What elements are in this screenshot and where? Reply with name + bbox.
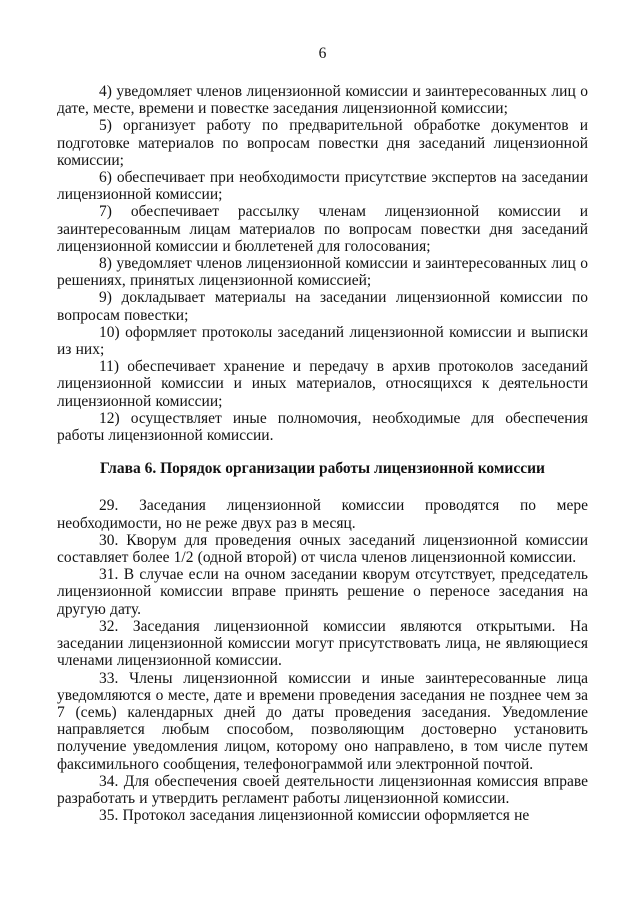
order-paragraph: 33. Члены лицензионной комиссии и иные заинтересованные лица уведомляются о месте, дате и времени проведения заседания не позднее чем за 7 (семь) календарных дней до даты проведения заседания. Уведомление направляется любым способом, позволяющим достоверно установить получение уведомления лицом, которому оно направлено, в том числе путем факсимильного сообщения, телефонограммой или электронной почтой. <box>57 669 588 773</box>
duty-paragraph: 9) докладывает материалы на заседании лицензионной комиссии по вопросам повестки; <box>57 289 588 324</box>
order-paragraph: 35. Протокол заседания лицензионной комиссии оформляется не <box>99 807 530 825</box>
duty-paragraph: 12) осуществляет иные полномочия, необходимые для обеспечения работы лицензионной комиссии. <box>57 409 588 445</box>
order-paragraph: 34. Для обеспечения своей деятельности лицензионная комиссия вправе разработать и утвердить регламент работы лицензионной комиссии. <box>57 772 588 807</box>
page-number: 6 <box>318 45 327 62</box>
duty-paragraph: 8) уведомляет членов лицензионной комиссии и заинтересованных лиц о решениях, принятых лицензионной комиссией; <box>57 255 588 290</box>
secretary-duties-list <box>57 83 588 444</box>
order-paragraph: 30. Кворум для проведения очных заседаний лицензионной комиссии составляет более 1/2 (одной второй) от числа членов лицензионной комиссии. <box>57 531 588 567</box>
duty-paragraph: 7) обеспечивает рассылку членам лицензионной комиссии и заинтересованным лицам материалов по вопросам повестки дня заседаний лицензионной комиссии и бюллетеней для голосования; <box>57 203 588 255</box>
duty-paragraph: 5) организует работу по предварительной обработке документов и подготовке материалов по вопросам повестки дня заседаний лицензионной комиссии; <box>57 117 588 169</box>
duty-paragraph: 11) обеспечивает хранение и передачу в архив протоколов заседаний лицензионной комиссии и иных материалов, относящихся к деятельности лицензионной комиссии; <box>57 358 588 410</box>
order-paragraph: 31. В случае если на очном заседании кворум отсутствует, председатель лицензионной комиссии вправе принять решение о переносе заседания на другую дату. <box>57 566 588 618</box>
order-paragraph: 32. Заседания лицензионной комиссии являются открытыми. На заседании лицензионной комиссии могут присутствовать лица, не являющиеся членами лицензионной комиссии. <box>57 617 588 670</box>
chapter-heading: Глава 6. Порядок организации работы лицензионной комиссии <box>100 460 545 478</box>
order-paragraph: 29. Заседания лицензионной комиссии проводятся по мере необходимости, но не реже двух раз в месяц. <box>57 497 588 532</box>
duty-paragraph: 6) обеспечивает при необходимости присутствие экспертов на заседании лицензионной комиссии; <box>57 169 588 204</box>
document-body <box>57 83 588 824</box>
duty-paragraph: 10) оформляет протоколы заседаний лицензионной комиссии и выписки из них; <box>57 323 588 359</box>
commission-order-list <box>57 497 588 824</box>
duty-paragraph: 4) уведомляет членов лицензионной комиссии и заинтересованных лиц о дате, месте, времени и повестке заседания лицензионной комиссии; <box>57 83 588 118</box>
